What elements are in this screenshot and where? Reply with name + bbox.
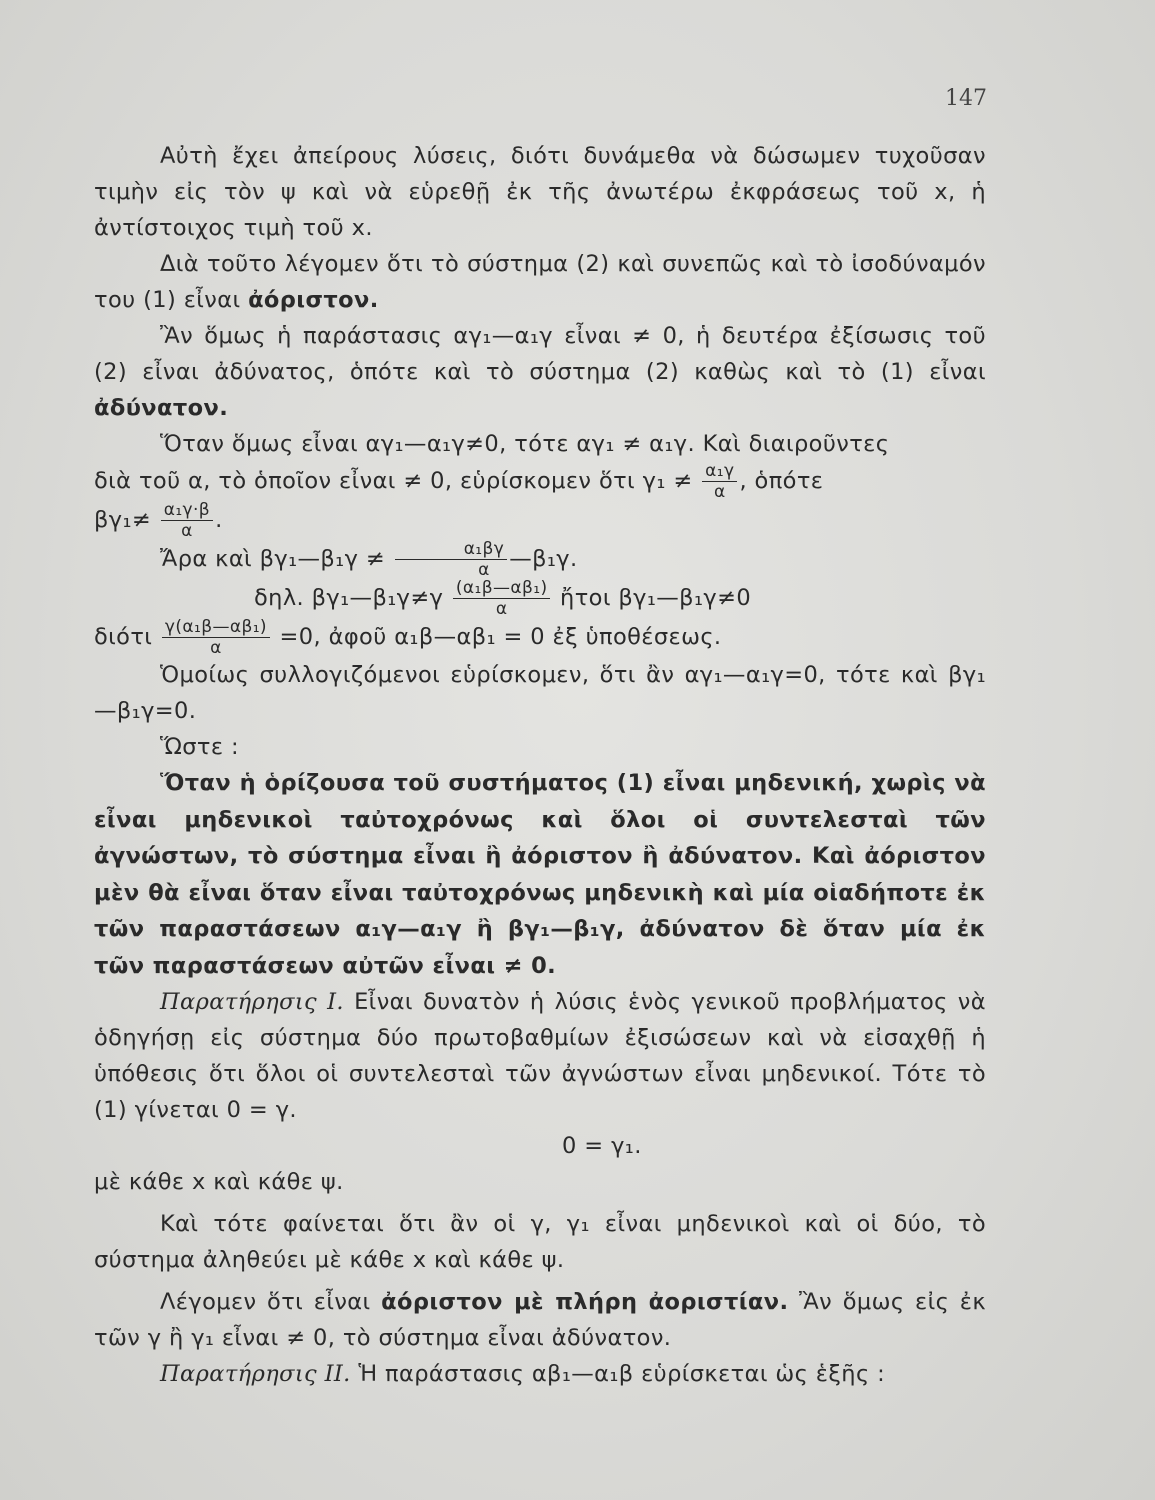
- fraction-denominator: α: [181, 521, 193, 541]
- equation-2-left: δηλ. βγ₁—β₁γ≠γ: [254, 585, 444, 611]
- fraction-gamma1: [702, 462, 737, 501]
- term-full-indeterminacy: ἀόριστον μὲ πλήρη ἀοριστίαν.: [381, 1289, 789, 1315]
- paragraph-8: Ὥστε :: [160, 734, 239, 760]
- paragraph-5-end: , ὁπότε: [739, 468, 824, 494]
- paragraph-10-end: Ἂν ὅμως εἰς ἐκ τῶν γ ἢ γ₁ εἶναι ≠ 0, τὸ σύστημα εἶναι ἀδύνατον.: [94, 1289, 987, 1351]
- equation-2: [94, 579, 986, 618]
- paragraph-5: [94, 462, 986, 501]
- fraction-eq2: [453, 579, 551, 618]
- fraction-numerator: (α₁β—αβ₁): [453, 579, 551, 599]
- term-adynaton: ἀδύνατον.: [94, 395, 229, 421]
- fraction-eq3: [162, 618, 270, 657]
- equation-2-right: ἤτοι βγ₁—β₁γ≠0: [560, 585, 752, 611]
- paragraph-10-start: Λέγομεν ὅτι εἶναι: [160, 1289, 371, 1315]
- remark-1-after: μὲ κάθε x καὶ κάθε ψ.: [94, 1169, 344, 1195]
- paragraph-2-text: Διὰ τοῦτο λέγομεν ὅτι τὸ σύστημα (2) καὶ συνεπῶς καὶ τὸ ἰσοδύναμόν του (1) εἶναι: [94, 251, 986, 313]
- term-aoriston: ἀόριστον.: [248, 287, 379, 313]
- page-content: [94, 138, 986, 1392]
- equation-3: [94, 618, 986, 657]
- equation-1: [94, 540, 986, 579]
- remark-2-text: Ἡ παράστασις αβ₁—α₁β εὑρίσκεται ὡς ἑξῆς :: [358, 1361, 886, 1387]
- paragraph-2: [94, 246, 986, 318]
- equation-1-left: Ἄρα καὶ βγ₁—β₁γ ≠: [160, 546, 386, 572]
- paragraph-3: [94, 318, 986, 426]
- paragraph-6-end: .: [215, 507, 223, 533]
- remark-2: [94, 1356, 986, 1392]
- paragraph-6: [94, 501, 986, 540]
- paragraph-9: Καὶ τότε φαίνεται ὅτι ἂν οἱ γ, γ₁ εἶναι μηδενικοὶ καὶ οἱ δύο, τὸ σύστημα ἀληθεύει μὲ κάθε x καὶ κάθε ψ.: [94, 1211, 986, 1273]
- fraction-numerator: γ(α₁β—αβ₁): [162, 618, 270, 638]
- remark-2-title: Παρατήρησις ΙΙ.: [160, 1361, 351, 1387]
- fraction-beta-gamma1: [161, 501, 213, 540]
- paragraph-5-text: διὰ τοῦ α, τὸ ὁποῖον εἶναι ≠ 0, εὑρίσκομεν ὅτι γ₁ ≠: [94, 468, 693, 494]
- equation-1-right: —β₁γ.: [509, 546, 578, 572]
- fraction-denominator: α: [713, 482, 726, 502]
- equation-3-right: =0, ἀφοῦ α₁β—αβ₁ = 0 ἐξ ὑποθέσεως.: [279, 624, 722, 650]
- paragraph-3-text: Ἂν ὅμως ἡ παράστασις αγ₁—α₁γ εἶναι ≠ 0, ἡ δευτέρα ἐξίσωσις τοῦ (2) εἶναι ἀδύνατος, ὁπότε καὶ τὸ σύστημα (2) καθὼς καὶ τὸ (1) εἶναι: [94, 323, 986, 385]
- fraction-denominator: α: [210, 638, 222, 658]
- paragraph-7: Ὁμοίως συλλογιζόμενοι εὑρίσκομεν, ὅτι ἂν αγ₁—α₁γ=0, τότε καὶ βγ₁—β₁γ=0.: [94, 662, 986, 724]
- fraction-eq1: [395, 540, 508, 579]
- fraction-denominator: α: [478, 560, 490, 580]
- fraction-numerator: α₁γ·β: [161, 501, 213, 521]
- fraction-numerator: α₁γ: [702, 462, 737, 482]
- paragraph-6-text: βγ₁≠: [94, 507, 152, 533]
- remark-1-text: Εἶναι δυνατὸν ἡ λύσις ἑνὸς γενικοῦ προβλήματος νὰ ὁδηγήσῃ εἰς σύστημα δύο πρωτοβαθμίων ἐξισώσεων καὶ νὰ εἰσαχθῇ ἡ ὑπόθεσις ὅτι ὅλοι οἱ συντελεσταὶ τῶν ἀγνώστων εἶναι μηδενικοί. Τότε τὸ (1) γίνεται 0 = γ.: [94, 989, 986, 1123]
- page-number: 147: [945, 86, 987, 111]
- equation-3-left: διότι: [94, 624, 153, 650]
- remark-1-title: Παρατήρησις Ι.: [160, 989, 344, 1015]
- paragraph-4: Ὅταν ὅμως εἶναι αγ₁—α₁γ≠0, τότε αγ₁ ≠ α₁γ. Καὶ διαιροῦντες: [160, 431, 890, 457]
- theorem-statement: Ὅταν ἡ ὁρίζουσα τοῦ συστήματος (1) εἶναι μηδενική, χωρὶς νὰ εἶναι μηδενικοὶ ταὐτοχρόνως καὶ ὅλοι οἱ συντελεσταὶ τῶν ἀγνώστων, τὸ σύστημα εἶναι ἢ ἀόριστον ἢ ἀδύνατον. Καὶ ἀόριστον μὲν θὰ εἶναι ὅταν εἶναι ταὐτοχρόνως μηδενικὴ καὶ μία οἱαδήποτε ἐκ τῶν παραστάσεων α₁γ—α₁γ ἢ βγ₁—β₁γ, ἀδύνατον δὲ ὅταν μία ἐκ τῶν παραστάσεων αὐτῶν εἶναι ≠ 0.: [94, 770, 986, 979]
- remark-1: [94, 984, 986, 1128]
- paragraph-10: [94, 1284, 986, 1356]
- remark-1-equation: 0 = γ₁.: [562, 1133, 642, 1159]
- paragraph-1: Αὐτὴ ἔχει ἀπείρους λύσεις, διότι δυνάμεθα νὰ δώσωμεν τυχοῦσαν τιμὴν εἰς τὸν ψ καὶ νὰ εὑρεθῇ ἐκ τῆς ἀνωτέρω ἐκφράσεως τοῦ x, ἡ ἀντίστοιχος τιμὴ τοῦ x.: [94, 143, 986, 241]
- fraction-numerator: α₁βγ: [395, 540, 508, 560]
- fraction-denominator: α: [495, 599, 508, 619]
